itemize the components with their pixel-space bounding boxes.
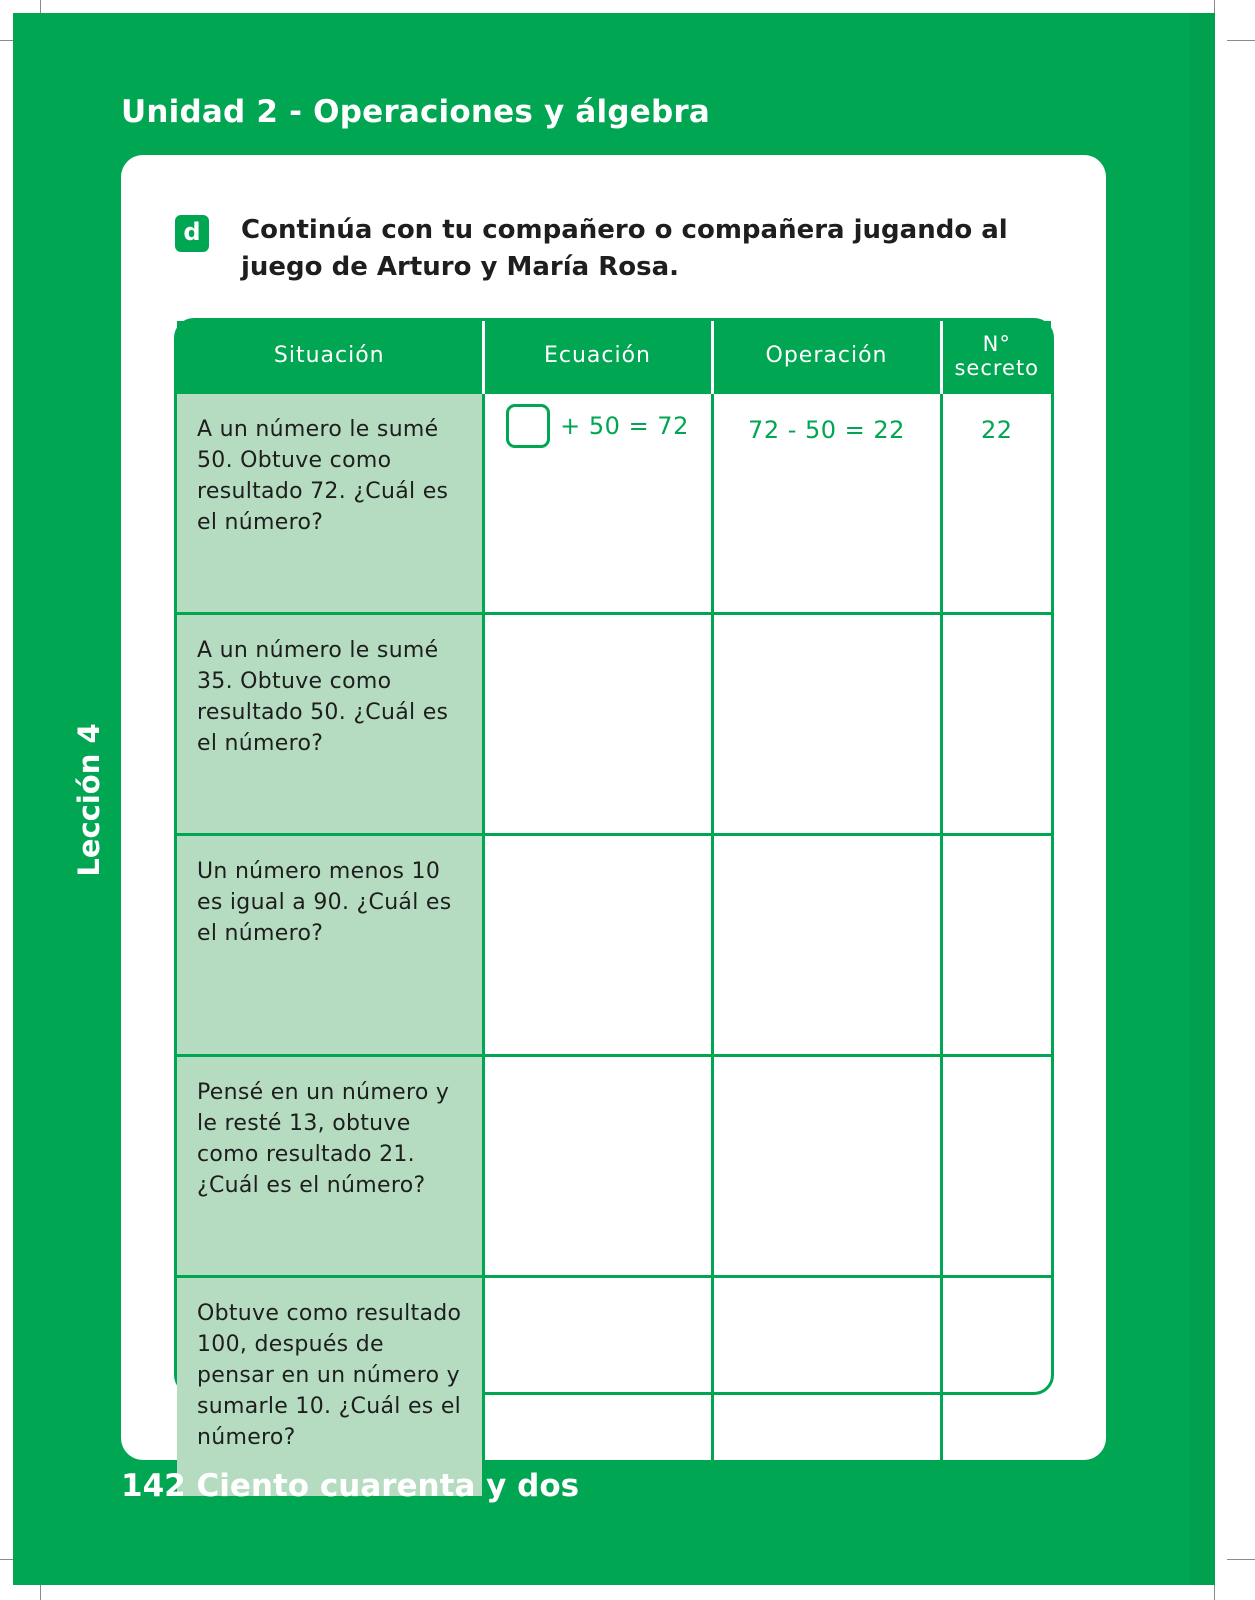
- table-row: [177, 1277, 1051, 1497]
- equation-cell[interactable]: [483, 835, 712, 1056]
- activity-letter-badge: d: [175, 215, 209, 252]
- situation-cell: Pensé en un número y le resté 13, obtuve como resultado 21. ¿Cuál es el número?: [177, 1056, 483, 1277]
- situation-cell: Obtuve como resultado 100, después de pensar en un número y sumarle 10. ¿Cuál es el número?: [177, 1277, 483, 1497]
- crop-mark: [1227, 1559, 1255, 1560]
- secret-number-cell[interactable]: [941, 1056, 1051, 1277]
- crop-mark: [1227, 40, 1255, 41]
- lesson-label: Lección 4: [72, 723, 106, 877]
- activity-instruction: Continúa con tu compañero o compañera jugando al juego de Arturo y María Rosa.: [241, 215, 1008, 282]
- secret-number-cell[interactable]: [941, 835, 1051, 1056]
- header-equation: Ecuación: [483, 321, 712, 393]
- secret-number-cell[interactable]: [941, 393, 1051, 614]
- situation-cell: A un número le sumé 35. Obtuve como resultado 50. ¿Cuál es el número?: [177, 614, 483, 835]
- operation-cell[interactable]: [712, 393, 941, 614]
- situation-cell: Un número menos 10 es igual a 90. ¿Cuál es el número?: [177, 835, 483, 1056]
- table-row: [177, 835, 1051, 1056]
- operation-cell[interactable]: [712, 1056, 941, 1277]
- equation-answer: [485, 394, 711, 448]
- header-operation: Operación: [712, 321, 941, 393]
- unit-title: Unidad 2 - Operaciones y álgebra: [121, 94, 710, 130]
- header-secret-number: N° secreto: [941, 321, 1051, 393]
- equations-table: [174, 318, 1054, 1450]
- table-row: [177, 393, 1051, 614]
- table-header-row: [177, 321, 1051, 393]
- secret-number-cell[interactable]: [941, 1277, 1051, 1497]
- equation-cell[interactable]: [483, 1277, 712, 1497]
- header-situation: Situación: [177, 321, 483, 393]
- equation-cell[interactable]: [483, 1056, 712, 1277]
- operation-answer: 72 - 50 = 22: [748, 416, 905, 444]
- equation-text: + 50 = 72: [560, 412, 689, 440]
- operation-cell[interactable]: [712, 1277, 941, 1497]
- operation-cell[interactable]: [712, 835, 941, 1056]
- equation-cell[interactable]: [483, 614, 712, 835]
- page-number-footer: 142 Ciento cuarenta y dos: [121, 1468, 580, 1504]
- page-fold: [1190, 13, 1215, 1585]
- operation-cell[interactable]: [712, 614, 941, 835]
- secret-number-cell[interactable]: [941, 614, 1051, 835]
- situation-cell: A un número le sumé 50. Obtuve como resultado 72. ¿Cuál es el número?: [177, 393, 483, 614]
- table-row: [177, 614, 1051, 835]
- table-row: [177, 1056, 1051, 1277]
- unknown-number-box: [506, 404, 550, 448]
- equation-cell[interactable]: [483, 393, 712, 614]
- secret-number-answer: 22: [980, 416, 1013, 444]
